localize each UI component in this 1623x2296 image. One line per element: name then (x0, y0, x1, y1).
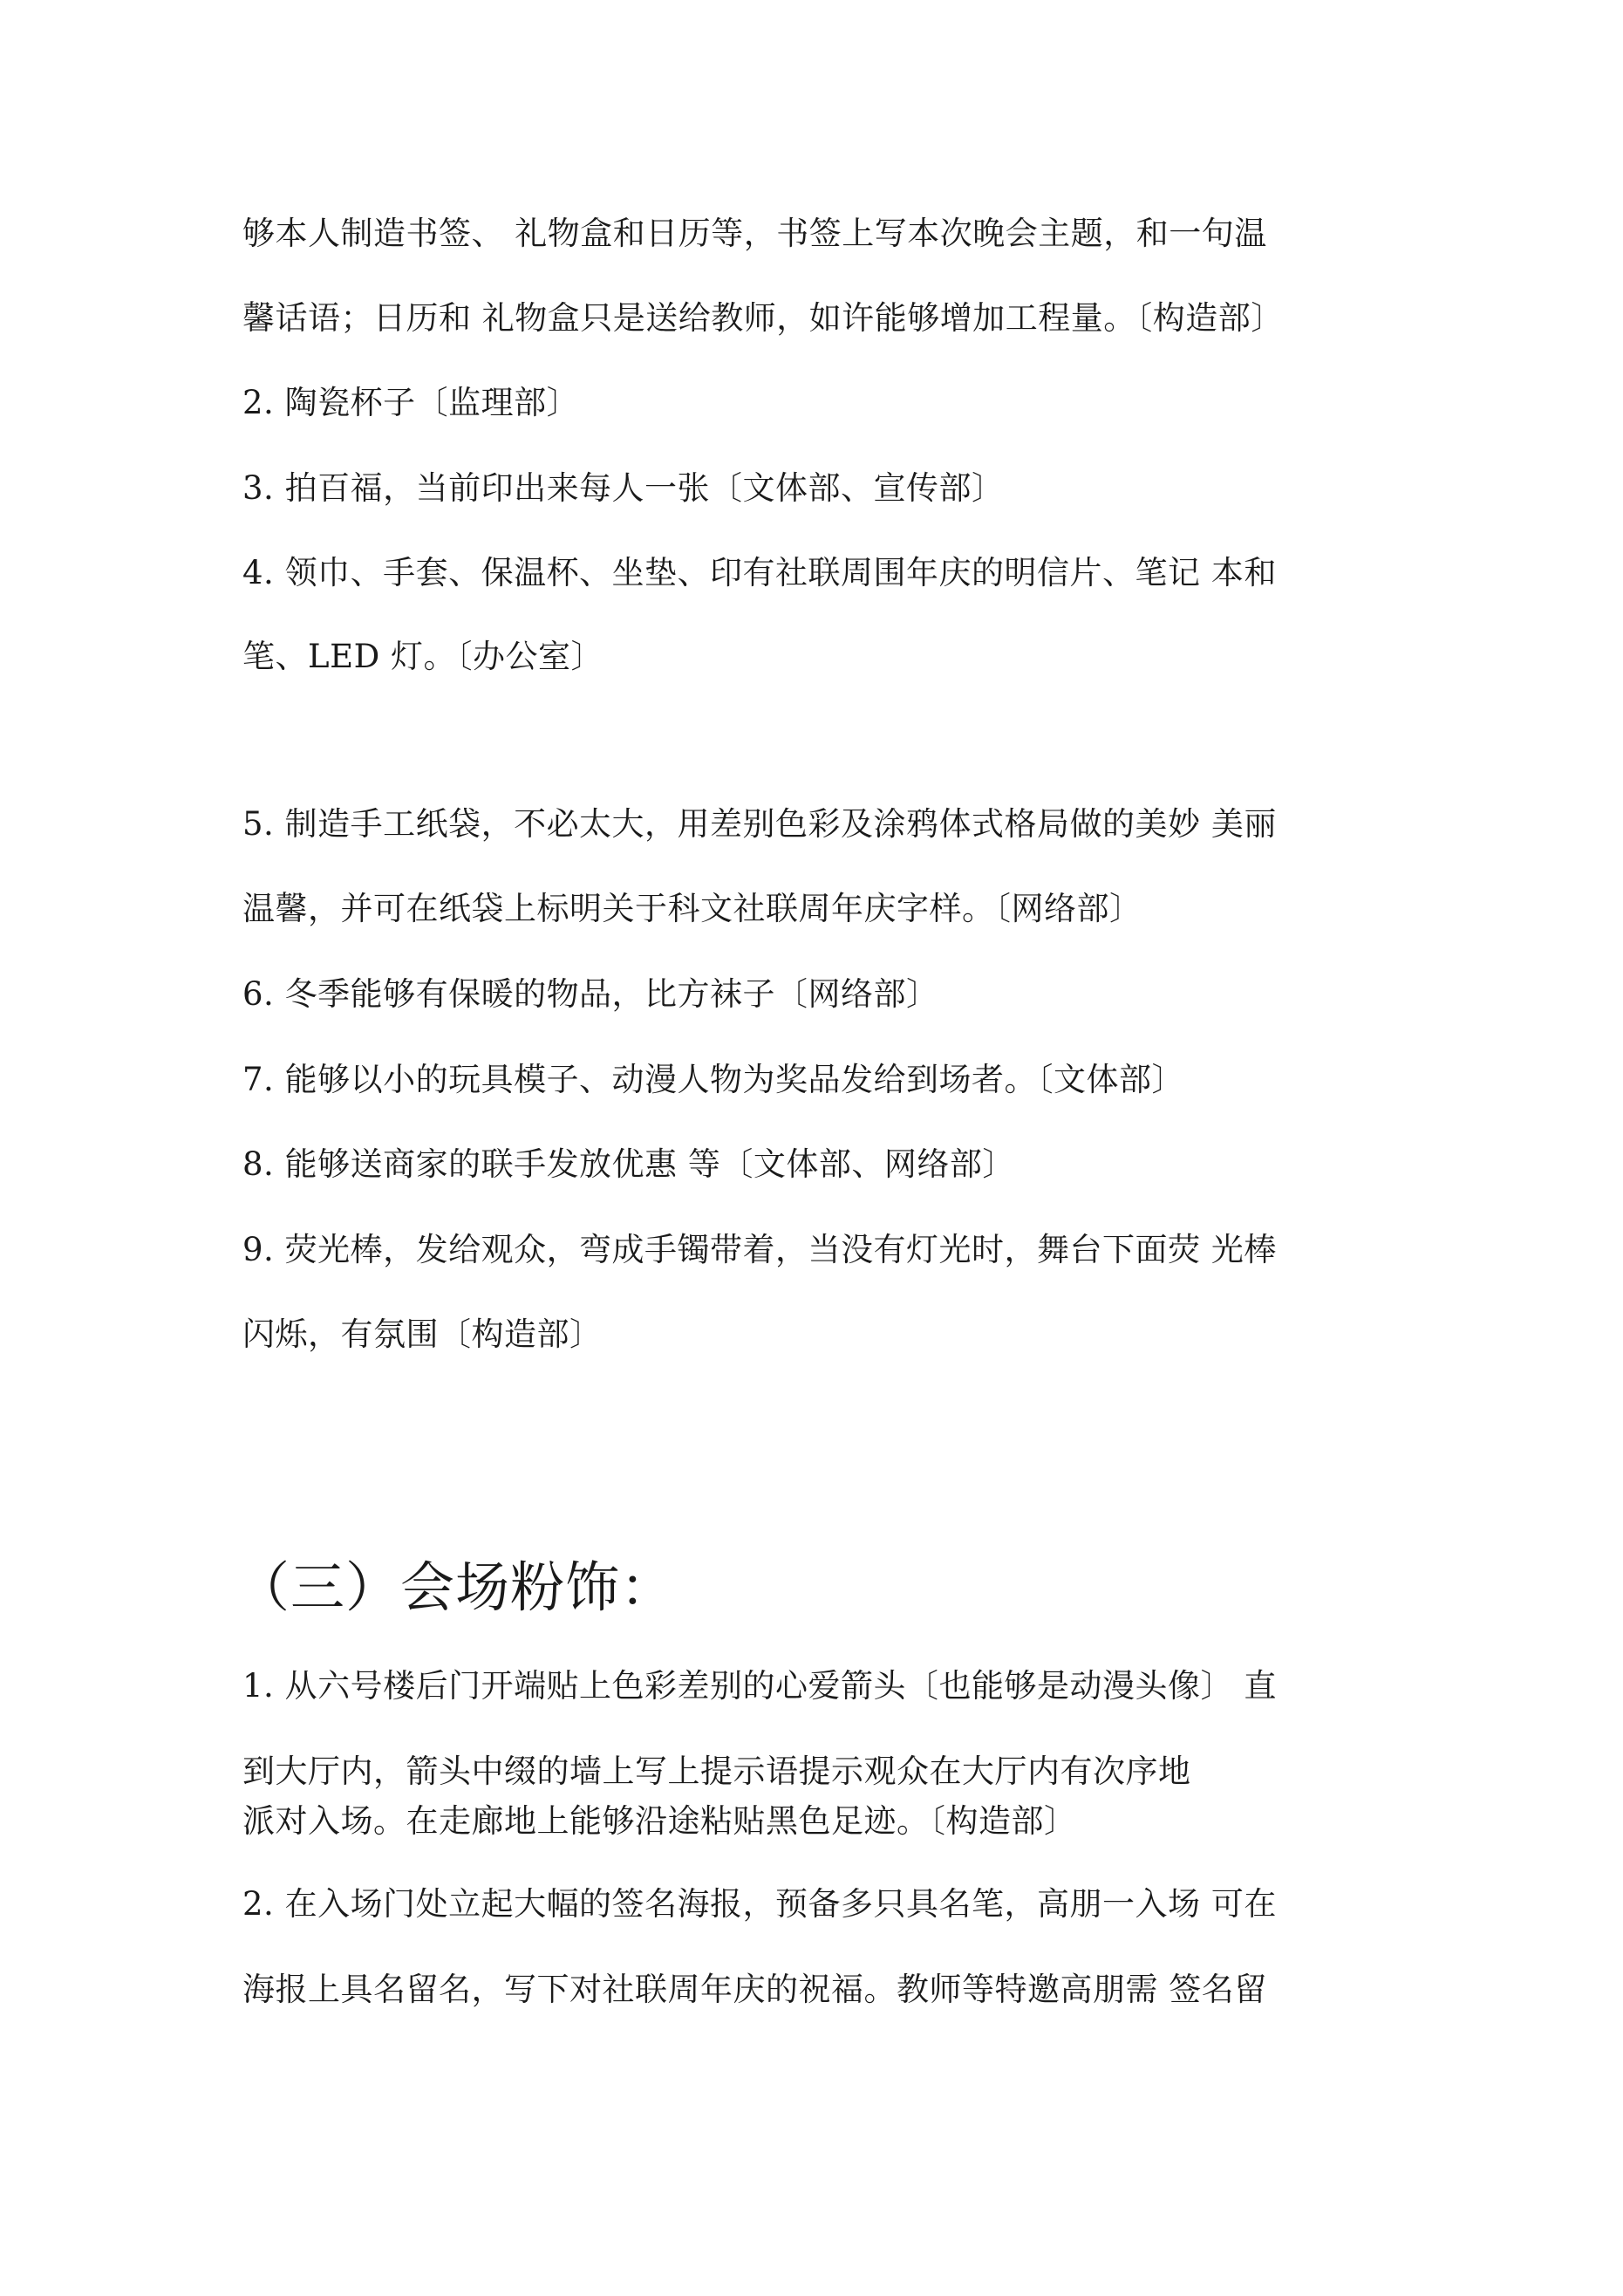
list-item-5-continued: 温馨，并可在纸袋上标明关于科文社联周年庆字样。〔网络部〕 (242, 890, 1142, 927)
list-item-9-continued: 闪烁，有氛围〔构造部〕 (242, 1315, 603, 1353)
list-item-4-continued: 笔、LED 灯。〔办公室〕 (242, 638, 604, 675)
list-item-2: 2. 陶瓷杯子〔监理部〕 (242, 384, 580, 421)
list-item-3: 3. 拍百福，当前印出来每人一张〔文体部、宣传部〕 (242, 469, 1005, 507)
section-heading: （三）会场粉饰： (235, 1555, 676, 1619)
list-item-4: 4. 领巾、手套、保温杯、坐垫、印有社联周围年庆的明信片、笔记 本和 (242, 554, 1277, 591)
venue-item-2: 2. 在入场门处立起大幅的签名海报，预备多只具名笔，高朋一入场 可在 (242, 1885, 1277, 1923)
venue-item-1-continued: 到大厅内，箭头中缀的墙上写上提示语提示观众在大厅内有次序地 (242, 1753, 1191, 1790)
venue-item-1-continued: 派对入场。在走廊地上能够沿途粘贴黑色足迹。〔构造部〕 (242, 1802, 1077, 1840)
paragraph-line: 馨话语；日历和 礼物盒只是送给教师，如许能够增加工程量。〔构造部〕 (242, 299, 1284, 337)
venue-item-2-continued: 海报上具名留名，写下对社联周年庆的祝福。教师等特邀高朋需 签名留 (242, 1971, 1267, 2008)
list-item-5: 5. 制造手工纸袋，不必太大，用差别色彩及涂鸦体式格局做的美妙 美丽 (242, 805, 1277, 843)
list-item-7: 7. 能够以小的玩具模子、动漫人物为奖品发给到场者。〔文体部〕 (242, 1061, 1185, 1098)
list-item-9: 9. 荧光棒，发给观众，弯成手镯带着，当没有灯光时，舞台下面荧 光棒 (242, 1231, 1277, 1268)
list-item-6: 6. 冬季能够有保暖的物品，比方袜子〔网络部〕 (242, 975, 939, 1013)
list-item-8: 8. 能够送商家的联手发放优惠 等〔文体部、网络部〕 (242, 1145, 1015, 1183)
venue-item-1: 1. 从六号楼后门开端贴上色彩差别的心爱箭头〔也能够是动漫头像〕 直 (242, 1667, 1277, 1705)
paragraph-line: 够本人制造书签、 礼物盒和日历等，书签上写本次晚会主题，和一句温 (242, 215, 1267, 252)
